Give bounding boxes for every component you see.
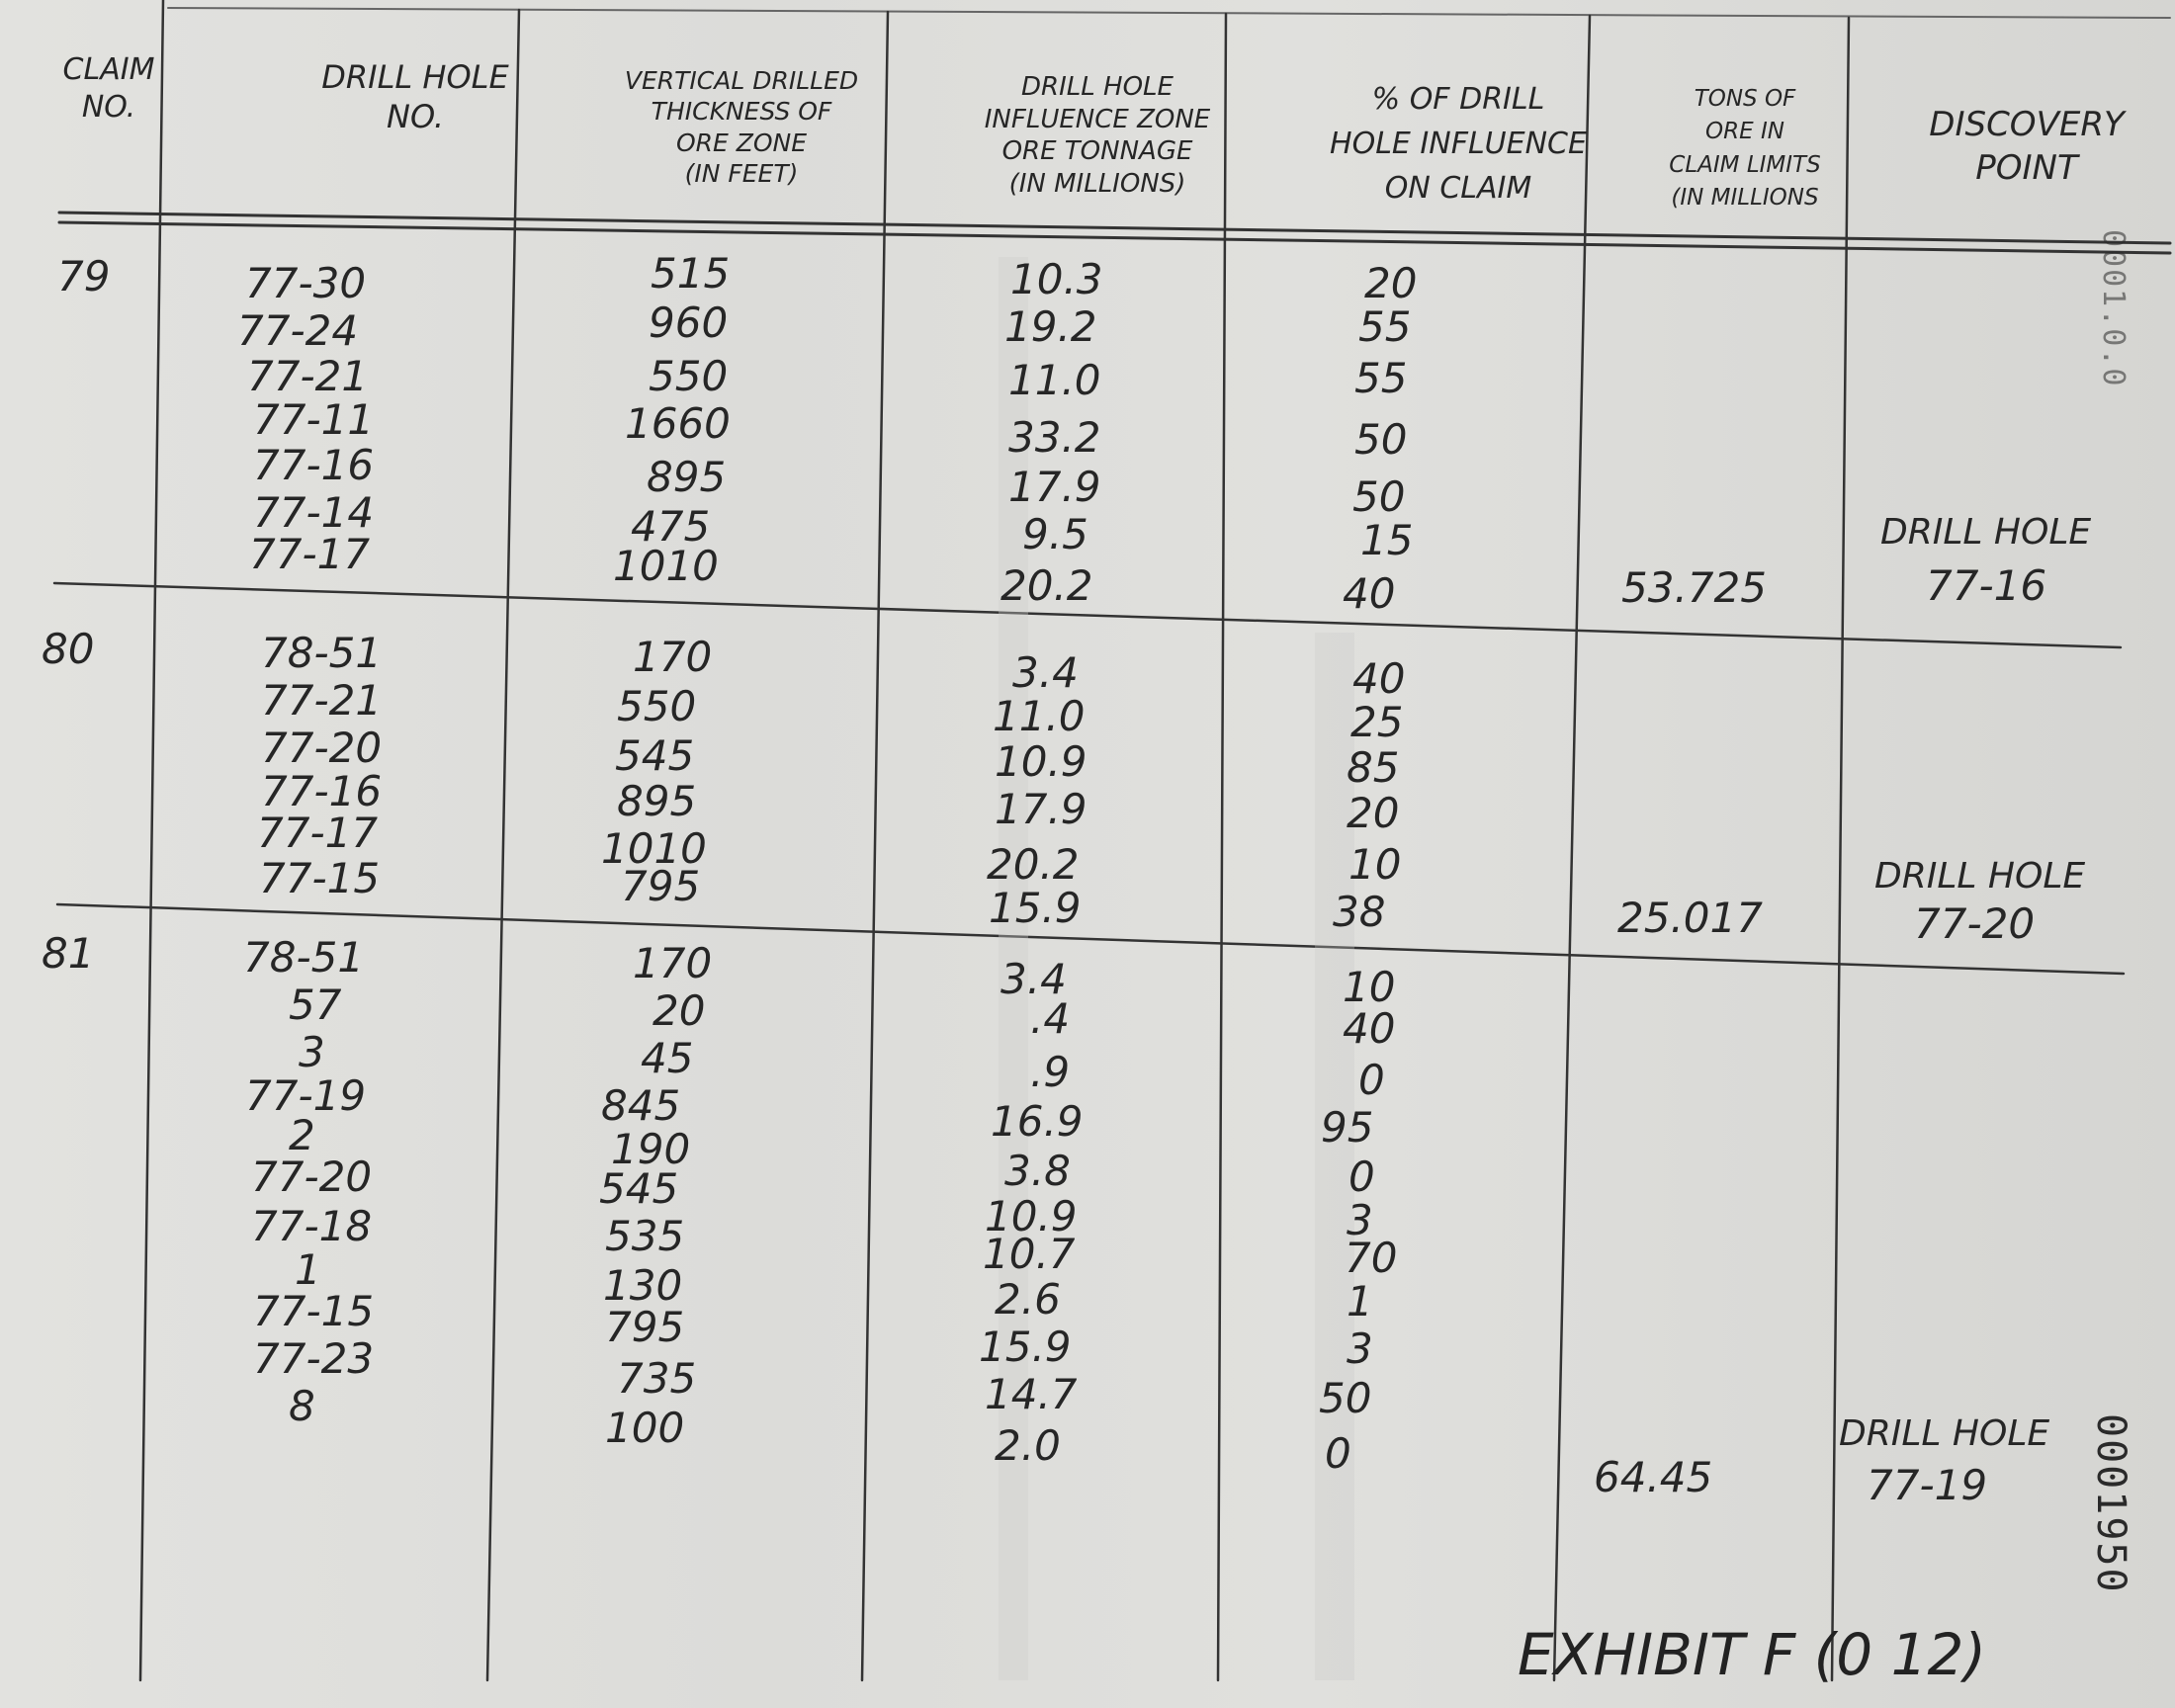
percent-cell: 55	[1354, 354, 1408, 402]
thickness-cell: 1660	[625, 399, 731, 448]
drill-hole-cell: 77-21	[247, 352, 369, 400]
tonnage-cell: 2.6	[995, 1275, 1061, 1324]
drill-hole-cell: 77-15	[259, 854, 381, 902]
percent-cell: 20	[1347, 789, 1400, 837]
drill-hole-cell: 77-18	[251, 1202, 373, 1250]
header-line: ORE IN	[1705, 119, 1784, 145]
discovery-point-label: DRILL HOLE	[1839, 1413, 2050, 1454]
percent-cell: 85	[1347, 743, 1400, 792]
percent-cell: 3	[1347, 1196, 1373, 1244]
drill-hole-cell: 8	[289, 1382, 315, 1430]
drill-hole-cell: 3	[299, 1028, 325, 1076]
tons-in-claim-cell: 64.45	[1594, 1453, 1713, 1501]
header-thickness	[583, 65, 900, 189]
tons-in-claim-cell: 25.017	[1617, 894, 1763, 942]
drill-hole-cell: 57	[289, 981, 342, 1029]
header-line: ON CLAIM	[1384, 171, 1532, 206]
header-line: CLAIM LIMITS	[1669, 151, 1821, 178]
tonnage-cell: 10.9	[985, 1192, 1078, 1240]
tons-in-claim-cell: 53.725	[1621, 563, 1767, 612]
drill-hole-cell: 77-16	[253, 441, 375, 489]
header-line: NO.	[81, 89, 136, 125]
thickness-cell: 100	[605, 1404, 685, 1452]
drill-hole-cell: 77-17	[257, 809, 379, 857]
header-line: ORE TONNAGE	[1001, 136, 1193, 166]
thickness-cell: 735	[617, 1354, 697, 1403]
percent-cell: 15	[1360, 516, 1414, 564]
header-line: NO.	[387, 98, 444, 135]
tonnage-cell: 33.2	[1008, 413, 1101, 462]
tonnage-cell: 9.5	[1022, 510, 1088, 558]
header-line: ORE ZONE	[675, 128, 808, 157]
tonnage-cell: 11.0	[993, 692, 1086, 740]
percent-cell: 40	[1343, 1004, 1396, 1053]
percent-cell: 10	[1343, 963, 1396, 1011]
thickness-cell: 1010	[601, 824, 707, 873]
header-percent	[1315, 77, 1602, 211]
tonnage-cell: 17.9	[1008, 463, 1101, 511]
thickness-cell: 795	[621, 862, 701, 910]
percent-cell: 50	[1352, 472, 1406, 521]
discovery-point-hole: 77-16	[1926, 561, 2047, 610]
tonnage-cell: 19.2	[1004, 302, 1097, 351]
thickness-cell: 475	[631, 502, 711, 551]
header-line: VERTICAL DRILLED	[624, 66, 859, 95]
tonnage-cell: .9	[1030, 1048, 1071, 1096]
drill-hole-cell: 77-20	[251, 1153, 373, 1201]
drill-hole-cell: 1	[295, 1245, 321, 1294]
drill-hole-cell: 77-21	[261, 676, 383, 725]
drill-hole-cell: 77-17	[249, 530, 371, 578]
header-tonnage	[949, 71, 1246, 200]
thickness-cell: 550	[617, 682, 697, 730]
header-line: HOLE INFLUENCE	[1330, 127, 1587, 161]
tonnage-cell: 3.8	[1004, 1147, 1071, 1195]
percent-cell: 40	[1343, 569, 1396, 618]
thickness-cell: 545	[599, 1164, 679, 1213]
thickness-cell: 545	[615, 731, 695, 780]
percent-cell: 38	[1333, 888, 1386, 936]
percent-cell: 40	[1352, 654, 1406, 703]
drill-hole-cell: 77-14	[253, 488, 375, 537]
tonnage-cell: 20.2	[987, 840, 1080, 889]
thickness-cell: 515	[651, 249, 731, 298]
header-line: % OF DRILL	[1371, 82, 1545, 117]
header-line: THICKNESS OF	[651, 97, 832, 127]
tonnage-cell: 15.9	[989, 884, 1082, 932]
percent-cell: 0	[1348, 1153, 1375, 1201]
header-line: CLAIM	[62, 52, 155, 87]
thickness-cell: 895	[647, 453, 727, 501]
header-tons	[1631, 83, 1859, 214]
thickness-cell: 45	[641, 1034, 694, 1082]
percent-cell: 0	[1358, 1056, 1385, 1104]
header-line: (IN MILLIONS	[1671, 185, 1819, 212]
thickness-cell: 795	[605, 1303, 685, 1351]
claim-number: 79	[57, 252, 111, 300]
tonnage-cell: 3.4	[1000, 955, 1067, 1003]
drill-hole-cell: 78-51	[243, 933, 365, 982]
discovery-point-label: DRILL HOLE	[1880, 512, 2092, 553]
tonnage-cell: 17.9	[995, 785, 1088, 833]
header-drill-hole-no	[297, 57, 534, 136]
thickness-cell: 550	[649, 352, 729, 400]
thickness-cell: 130	[603, 1261, 683, 1310]
thickness-cell: 895	[617, 777, 697, 825]
header-line: TONS OF	[1694, 86, 1796, 112]
tonnage-cell: 20.2	[1000, 561, 1093, 610]
tonnage-cell: 2.0	[995, 1421, 1061, 1470]
thickness-cell: 190	[611, 1125, 691, 1173]
drill-hole-cell: 77-16	[261, 767, 383, 815]
drill-hole-cell: 77-30	[245, 259, 367, 307]
percent-cell: 50	[1354, 415, 1408, 464]
tonnage-cell: 16.9	[991, 1097, 1084, 1146]
percent-cell: 70	[1345, 1234, 1398, 1282]
claim-number: 80	[42, 625, 95, 673]
percent-cell: 0	[1325, 1429, 1351, 1478]
header-line: DISCOVERY	[1929, 105, 2125, 144]
header-claim-no	[54, 51, 163, 126]
drill-hole-cell: 77-20	[261, 724, 383, 772]
header-line: POINT	[1975, 148, 2078, 189]
discovery-point-hole: 77-19	[1867, 1461, 1988, 1509]
header-line: INFLUENCE ZONE	[984, 104, 1211, 134]
header-discovery	[1913, 103, 2140, 190]
tonnage-cell: 10.9	[995, 737, 1088, 786]
tonnage-cell: .4	[1030, 994, 1071, 1043]
tonnage-cell: 10.7	[983, 1230, 1076, 1278]
tonnage-cell: 14.7	[985, 1370, 1078, 1418]
percent-cell: 1	[1347, 1277, 1373, 1325]
tonnage-cell: 11.0	[1008, 356, 1101, 404]
percent-cell: 25	[1350, 698, 1404, 746]
thickness-cell: 1010	[613, 542, 719, 590]
thickness-cell: 20	[652, 986, 706, 1035]
drill-hole-cell: 77-23	[253, 1334, 375, 1383]
header-line: DRILL HOLE	[1021, 72, 1174, 102]
thickness-cell: 170	[633, 633, 713, 681]
thickness-cell: 535	[605, 1212, 685, 1260]
percent-cell: 3	[1347, 1324, 1373, 1373]
bates-stamp-top: 0001.0.0	[2096, 229, 2131, 388]
drill-hole-cell: 77-19	[245, 1071, 367, 1120]
header-line: DRILL HOLE	[321, 58, 509, 96]
thickness-cell: 845	[601, 1081, 681, 1130]
drill-hole-cell: 77-24	[237, 306, 359, 355]
drill-hole-cell: 2	[289, 1111, 315, 1159]
percent-cell: 10	[1348, 840, 1402, 889]
percent-cell: 50	[1319, 1374, 1372, 1422]
discovery-point-hole: 77-20	[1914, 899, 2036, 948]
tonnage-cell: 3.4	[1012, 648, 1079, 697]
tonnage-cell: 10.3	[1010, 255, 1103, 303]
thickness-cell: 170	[633, 939, 713, 987]
exhibit-label: EXHIBIT F (0 12)	[1518, 1621, 1987, 1688]
drill-hole-cell: 77-15	[253, 1287, 375, 1335]
header-line: (IN FEET)	[684, 158, 799, 188]
percent-cell: 55	[1358, 302, 1412, 351]
percent-cell: 95	[1321, 1103, 1374, 1152]
header-line: (IN MILLIONS)	[1008, 168, 1186, 199]
bates-stamp-bottom: 0001950	[2088, 1413, 2133, 1594]
claim-number: 81	[42, 929, 95, 978]
drill-hole-cell: 77-11	[253, 395, 375, 444]
discovery-point-label: DRILL HOLE	[1874, 856, 2086, 897]
tonnage-cell: 15.9	[979, 1323, 1072, 1371]
thickness-cell: 960	[649, 299, 729, 347]
drill-hole-cell: 78-51	[261, 629, 383, 677]
percent-cell: 20	[1364, 259, 1418, 307]
